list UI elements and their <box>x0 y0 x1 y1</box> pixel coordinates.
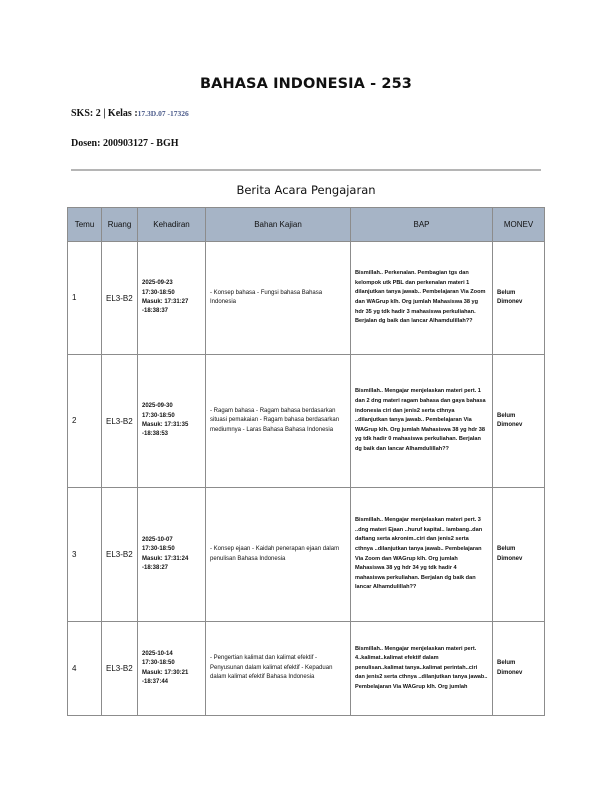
cell-ruang: EL3-B2 <box>102 242 138 355</box>
header-bahan-kajian: Bahan Kajian <box>206 208 351 242</box>
cell-kehadiran: 2025-09-30 17:30-18:50 Masuk: 17:31:35 -18:38:53 <box>138 355 206 488</box>
cell-kehadiran: 2025-10-14 17:30-18:50 Masuk: 17:30:21 -18:37:44 <box>138 622 206 716</box>
cell-kehadiran: 2025-09-23 17:30-18:50 Masuk: 17:31:27 -18:38:37 <box>138 242 206 355</box>
cell-monev: Belum Dimonev <box>493 355 545 488</box>
sks-kelas-line <box>71 108 189 119</box>
cell-bahan-kajian: - Konsep ejaan - Kaidah penerapan ejaan dalam penulisan Bahasa Indonesia <box>206 488 351 622</box>
cell-bap: Bismillah.. Perkenalan. Pembagian tgs dan kelompok utk PBL dan perkenalan materi 1 dilanjutkan tanya jawab.. Pembelajaran Via Zoom dan WAGrup klh. Org jumlah Mahasiswa 38 yg hdr 35 yg tdk hadir 3 mahasiswa perkuliahan. Berjalan dg baik dan lancar Alhamdulillah?? <box>351 242 493 355</box>
course-title: BAHASA INDONESIA - 253 <box>200 76 412 92</box>
table-row <box>68 355 545 488</box>
dosen-line: Dosen: 200903127 - BGH <box>71 138 179 149</box>
sks-kelas-label: SKS: 2 | Kelas : <box>71 108 138 119</box>
cell-monev: Belum Dimonev <box>493 488 545 622</box>
cell-bap: Bismillah.. Mengajar menjelaskan materi pert. 4..kalimat..kalimat efektif dalam penulisan..kalimat tanya..kalimat perintah..ciri dan jenis2 serta cthnya ..dilanjutkan tanya jawab.. Pembelajaran Via WAGrup klh. Org jumlah <box>351 622 493 716</box>
cell-bap: Bismillah.. Mengajar menjelaskan materi pert. 1 dan 2 dng materi ragam bahasa dan gaya bahasa indonesia ciri dan jenis2 serta cthnya ..dilanjutkan tanya jawab.. Pembelajaran Via WAGrup klh. Org jumlah Mahasiswa 38 yg hdr 38 yg tdk hadir 0 mahasiswa perkuliahan. Berjalan dg baik dan lancar Alhamdulillah?? <box>351 355 493 488</box>
table-row <box>68 242 545 355</box>
cell-ruang: EL3-B2 <box>102 355 138 488</box>
cell-kehadiran: 2025-10-07 17:30-18:50 Masuk: 17:31:24 -18:38:27 <box>138 488 206 622</box>
cell-temu: 3 <box>68 488 102 622</box>
header-monev: MONEV <box>493 208 545 242</box>
teaching-record-table <box>67 207 545 716</box>
cell-temu: 1 <box>68 242 102 355</box>
table-row <box>68 488 545 622</box>
cell-bahan-kajian: - Pengertian kalimat dan kalimat efektif - Penyusunan dalam kalimat efektif - Kepaduan dalam kalimat efektif Bahasa Indonesia <box>206 622 351 716</box>
cell-monev: Belum Dimonev <box>493 622 545 716</box>
cell-monev: Belum Dimonev <box>493 242 545 355</box>
table-header-row <box>68 208 545 242</box>
cell-temu: 4 <box>68 622 102 716</box>
header-ruang: Ruang <box>102 208 138 242</box>
cell-bap: Bismillah.. Mengajar menjelaskan materi pert. 3 ..dng materi Ejaan ..huruf kapital.. lambang..dan daftang serta akronim..ciri dan jenis2 serta cthnya ..dilanjutkan tanya jawab.. Pembelajaran Via Zoom dan WAGrup klh. Org jumlah Mahasiswa 38 yg hdr 34 yg tdk hadir 4 mahasiswa perkuliahan. Berjalan dg baik dan lancar Alhamdulillah?? <box>351 488 493 622</box>
section-title: Berita Acara Pengajaran <box>236 183 376 197</box>
cell-bahan-kajian: - Ragam bahasa - Ragam bahasa berdasarkan situasi pemakaian - Ragam bahasa berdasarkan mediumnya - Laras Bahasa Bahasa Indonesia <box>206 355 351 488</box>
divider <box>71 169 541 171</box>
cell-ruang: EL3-B2 <box>102 488 138 622</box>
cell-temu: 2 <box>68 355 102 488</box>
kelas-value: 17.3D.07 -17326 <box>137 109 189 118</box>
header-bap: BAP <box>351 208 493 242</box>
header-kehadiran: Kehadiran <box>138 208 206 242</box>
cell-ruang: EL3-B2 <box>102 622 138 716</box>
cell-bahan-kajian: - Konsep bahasa - Fungsi bahasa Bahasa Indonesia <box>206 242 351 355</box>
header-temu: Temu <box>68 208 102 242</box>
table-row <box>68 622 545 716</box>
